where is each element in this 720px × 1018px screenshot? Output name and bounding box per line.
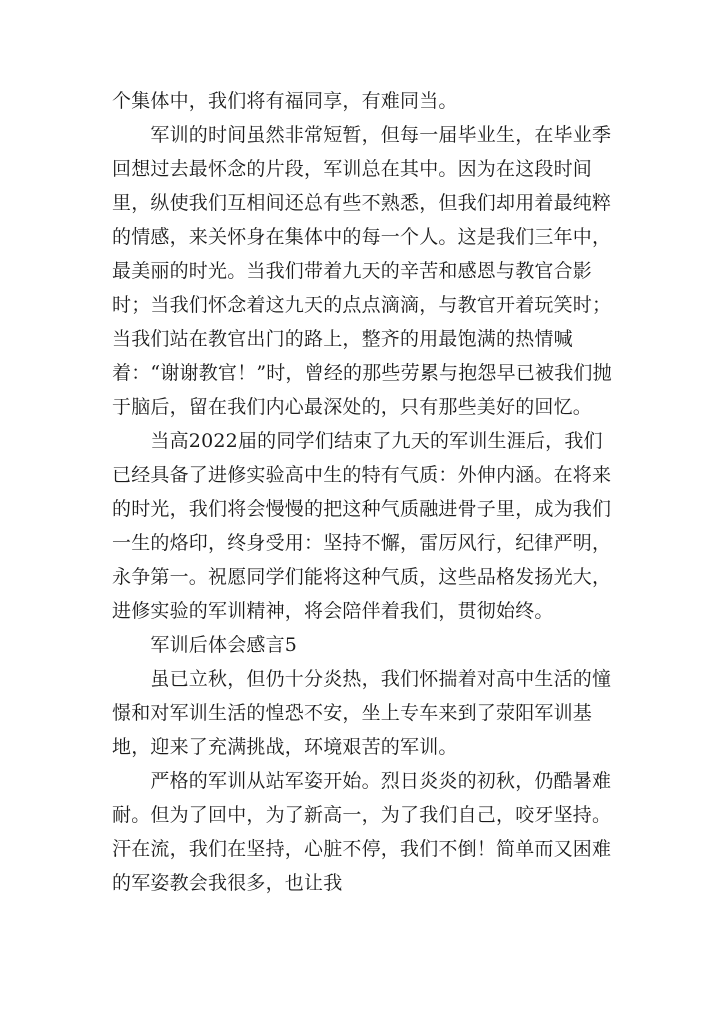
paragraph-2: 军训的时间虽然非常短暂，但每一届毕业生，在毕业季回想过去最怀念的片段，军训总在其中。因为在这段时间里，纵使我们互相间还总有些不熟悉，但我们却用着最纯粹的情感，来关怀身在集体中的每一个人。这是我们三年中，最美丽的时光。当我们带着九天的辛苦和感恩与教官合影时；当我们怀念着这九天的点点滴滴，与教官开着玩笑时；当我们站在教官出门的路上，整齐的用最饱满的热情喊着：“谢谢教官！”时，曾经的那些劳累与抱怨早已被我们抛于脑后，留在我们内心最深处的，只有那些美好的回忆。 [112,124,612,418]
document-body [112,84,612,900]
section-heading: 军训后体会感言5 [112,634,298,656]
paragraph-5: 严格的军训从站军姿开始。烈日炎炎的初秋，仍酷暑难耐。但为了回中，为了新高一，为了我们自己，咬牙坚持。汗在流，我们在坚持，心脏不停，我们不倒！简单而又困难的军姿教会我很多，也让我 [112,770,612,894]
paragraph-3: 当高2022届的同学们结束了九天的军训生涯后，我们已经具备了进修实验高中生的特有气质：外伸内涵。在将来的时光，我们将会慢慢的把这种气质融进骨子里，成为我们一生的烙印，终身受用：坚持不懈，雷厉风行，纪律严明，永争第一。祝愿同学们能将这种气质，这些品格发扬光大，进修实验的军训精神，将会陪伴着我们，贯彻始终。 [112,430,612,622]
paragraph-1: 个集体中，我们将有福同享，有难同当。 [112,90,458,112]
paragraph-4: 虽已立秋，但仍十分炎热，我们怀揣着对高中生活的憧憬和对军训生活的惶恐不安，坐上专车来到了荥阳军训基地，迎来了充满挑战，环境艰苦的军训。 [112,668,612,758]
